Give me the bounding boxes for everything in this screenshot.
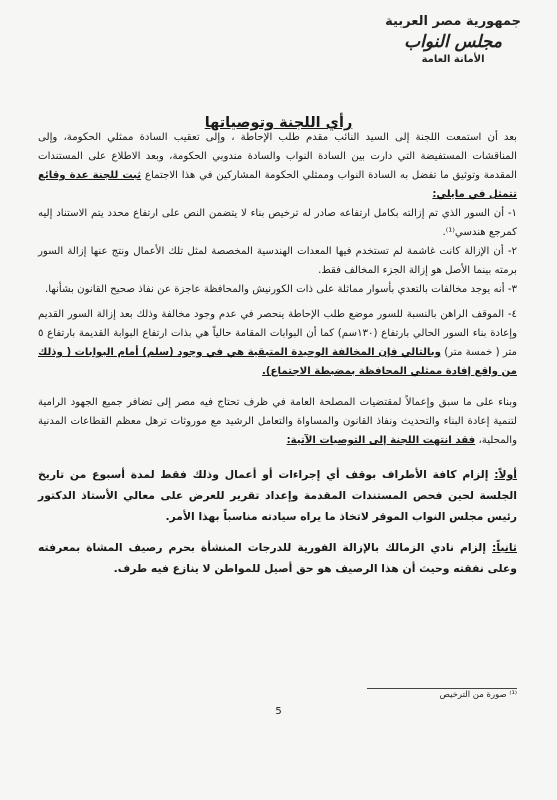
recommendation-1-text: إلزام كافة الأطراف بوقف أي إجراءات أو أعمال وذلك فقط لمدة أسبوع من تاريخ الجلسة لحين فحص المستندات المقدمة وإعداد تقرير للعرض على معالي الأستاذ الدكتور رئيس مجلس النواب الموقر لاتخاذ ما يراه سيادته مناسباً بهذا الأمر. (38, 468, 517, 523)
conclusion-emphasis: فقد انتهت اللجنة إلى التوصيات الآتية: (286, 435, 476, 446)
document-body (38, 128, 517, 579)
letterhead-council: مجلس النواب (404, 31, 502, 52)
conclusion-paragraph (38, 393, 517, 450)
fact-3: ٣- أنه يوجد مخالفات بالتعدي بأسوار مماثلة على ذات الكورنيش والمحافظة عاجزة عن نفاذ صحيح القانون بشأنها. (44, 284, 517, 295)
footnote-divider (367, 688, 517, 689)
fact-4-emphasis: وبالتالي فإن المخالفة الوحيدة المتبقية هي في وجود (سلم) أمام البوابات ( وذلك من واقع إفادة ممثلي المحافظة بمضبطة الاجتماع). (38, 347, 517, 377)
fact-4-text: ٤- الموقف الراهن بالنسبة للسور موضع طلب الإحاطة ينحصر في عدم وجود مخالفة وذلك بعد إزالة السور القديم وإعادة بناء السور الحالي بارتفاع (١٣٠سم) كما أن البوابات المقامة حالياً هي بذات ارتفاع البوابة القديمة بارتفاع ٥ متر ( خمسة متر) (38, 309, 517, 358)
letterhead (385, 14, 521, 66)
intro-paragraph (38, 128, 517, 204)
conclusion-text: وبناء على ما سبق وإعمالاً لمقتضيات المصلحة العامة في ظرف تحتاج فيه مصر إلى تضافر جميع الجهود الرامية لتنمية إعادة البناء والتحديث ونفاذ القانون والمساواة والتعامل الرشيد مع موروثات ترهل معظم القطاعات المدنية والمحلية، (38, 397, 517, 446)
recommendation-2-text: إلزام نادي الزمالك بالإزالة الفورية للدرجات المنشأة بحرم رصيف المشاة بمعرفته وعلى نفقته وحيث أن هذا الرصيف هو حق أصيل للمواطن لا ينازع فيه طرف. (38, 541, 517, 575)
intro-emphasis: ثبت للجنة عدة وقائع تتمثل في مايلي: (38, 170, 517, 200)
letterhead-secretariat: الأمانة العامة (421, 53, 485, 65)
letterhead-country: جمهورية مصر العربية (385, 14, 521, 29)
recommendation-1-label: أولاً: (494, 468, 517, 481)
fact-4 (38, 305, 517, 381)
recommendation-2 (38, 537, 517, 579)
fact-1: ١- أن السور الذي تم إزالته بكامل ارتفاعه صادر له ترخيص بناء لا يتضمن النص على ارتفاع محدد يتم الاستناد إليه كمرجع هندسي⁽¹⁾. (38, 208, 517, 238)
page-number: 5 (275, 706, 282, 717)
footnote: ⁽¹⁾ صورة من الترخيص (439, 690, 517, 700)
recommendation-2-label: ثانياً: (492, 541, 517, 554)
fact-2: ٢- أن الإزالة كانت غاشمة لم تستخدم فيها المعدات الهندسية المخصصة لمثل تلك الأعمال ونتج عنها إزالة السور برمته بينما الأصل هو إزالة الجزء المخالف فقط. (38, 246, 517, 276)
recommendation-1 (38, 464, 517, 527)
section-title: رأي اللجنة وتوصياتها (204, 115, 353, 131)
intro-text: بعد أن استمعت اللجنة إلى السيد النائب مقدم طلب الإحاطة ، وإلى تعقيب السادة ممثلي الحكومة، وإلى المناقشات المستفيضة التي دارت بين السادة النواب والسادة مندوبي الحكومة، وبعد الاطلاع على المستندات المقدمة وتوثيق ما تفضل به السادة النواب وممثلي الحكومة المشاركين في هذا الاجتماع (38, 132, 517, 181)
